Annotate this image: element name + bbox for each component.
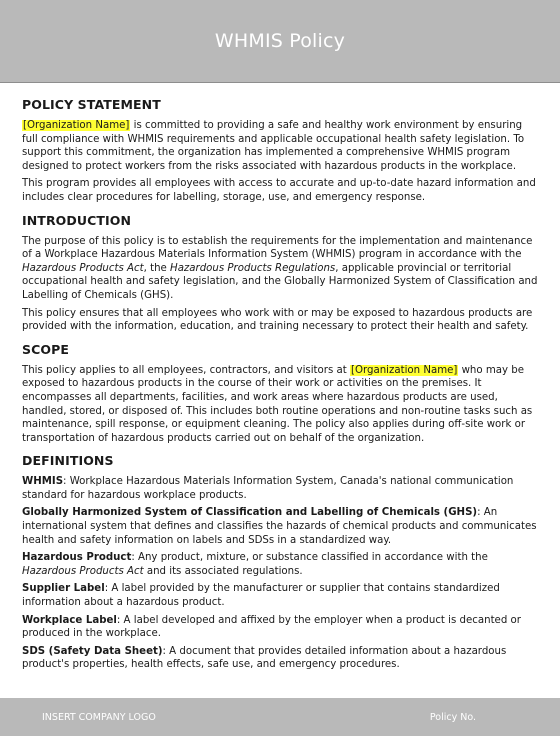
definition-workplace-label: Workplace Label: A label developed and affixed by the employer when a product is decanted or produced in the workplace. <box>22 614 521 640</box>
scope-section <box>22 342 538 446</box>
company-logo-placeholder[interactable]: INSERT COMPANY LOGO <box>42 711 156 723</box>
definition-ghs: Globally Harmonized System of Classification and Labelling of Chemicals (GHS): An international system that defines and classifies the hazards of chemical products and communicates health and safety information on labels and SDSs in a standardized way. <box>22 507 537 546</box>
introduction-heading: INTRODUCTION <box>22 212 132 228</box>
introduction-paragraph-1: The purpose of this policy is to establish the requirements for the implementation and maintenance of a Workplace Hazardous Materials Information System (WHMIS) program in accordance with the Hazardous Products Act, the Hazardous Products Regulations, applicable provincial or territorial occupational health and safety legislation, and the Globally Harmonized System of Classification and Labelling of Chemicals (GHS). <box>22 235 538 301</box>
policy-statement-paragraph-1: [Organization Name] is committed to providing a safe and healthy work environment by ensuring full compliance with WHMIS requirements and applicable occupational health safety legislation. To support this commitment, the organization has implemented a comprehensive WHMIS program designed to protect workers from the risks associated with hazardous products in the workplace. <box>22 120 525 172</box>
page-footer <box>0 698 560 736</box>
introduction-section <box>22 213 538 334</box>
introduction-paragraph-2: This policy ensures that all employees who work with or may be exposed to hazardous products are provided with the information, education, and training necessary to protect their health and safety. <box>22 307 533 333</box>
policy-number-label: Policy No. <box>429 711 476 723</box>
org-name-placeholder[interactable]: [Organization Name] <box>350 364 458 376</box>
org-name-placeholder[interactable]: [Organization Name] <box>23 120 130 131</box>
definition-hazardous-product: Hazardous Product: Any product, mixture, or substance classified in accordance with the Hazardous Products Act and its associated regulations. <box>22 552 488 577</box>
policy-statement-paragraph-2: This program provides all employees with access to accurate and up-to-date hazard information and includes clear procedures for labelling, storage, use, and emergency response. <box>22 178 536 203</box>
scope-heading: SCOPE <box>22 341 70 357</box>
definition-whmis: WHMIS: Workplace Hazardous Materials Information System, Canada's national communication standard for hazardous workplace products. <box>22 476 514 501</box>
policy-statement-heading: POLICY STATEMENT <box>22 97 161 112</box>
definitions-heading: DEFINITIONS <box>22 453 114 469</box>
page-header <box>0 0 560 83</box>
document-body <box>22 97 538 680</box>
definitions-section <box>22 453 538 672</box>
definition-sds: SDS (Safety Data Sheet): A document that provides detailed information about a hazardous product's properties, health effects, safe use, and emergency procedures. <box>22 645 507 671</box>
definition-supplier-label: Supplier Label: A label provided by the manufacturer or supplier that contains standardized information about a hazardous product. <box>22 583 500 609</box>
page-title: WHMIS Policy <box>214 30 346 52</box>
policy-statement-section <box>22 97 538 205</box>
scope-paragraph: This policy applies to all employees, contractors, and visitors at [Organization Name] who may be exposed to hazardous products in the course of their work or activities on the premises. It encompasses all departments, facilities, and work areas where hazardous products are used, handled, stored, or disposed of. This includes both routine operations and non-routine tasks such as maintenance, spill response, or equipment cleaning. The policy also applies during off-site work or transportation of hazardous products carried out on behalf of the organization. <box>22 364 533 444</box>
